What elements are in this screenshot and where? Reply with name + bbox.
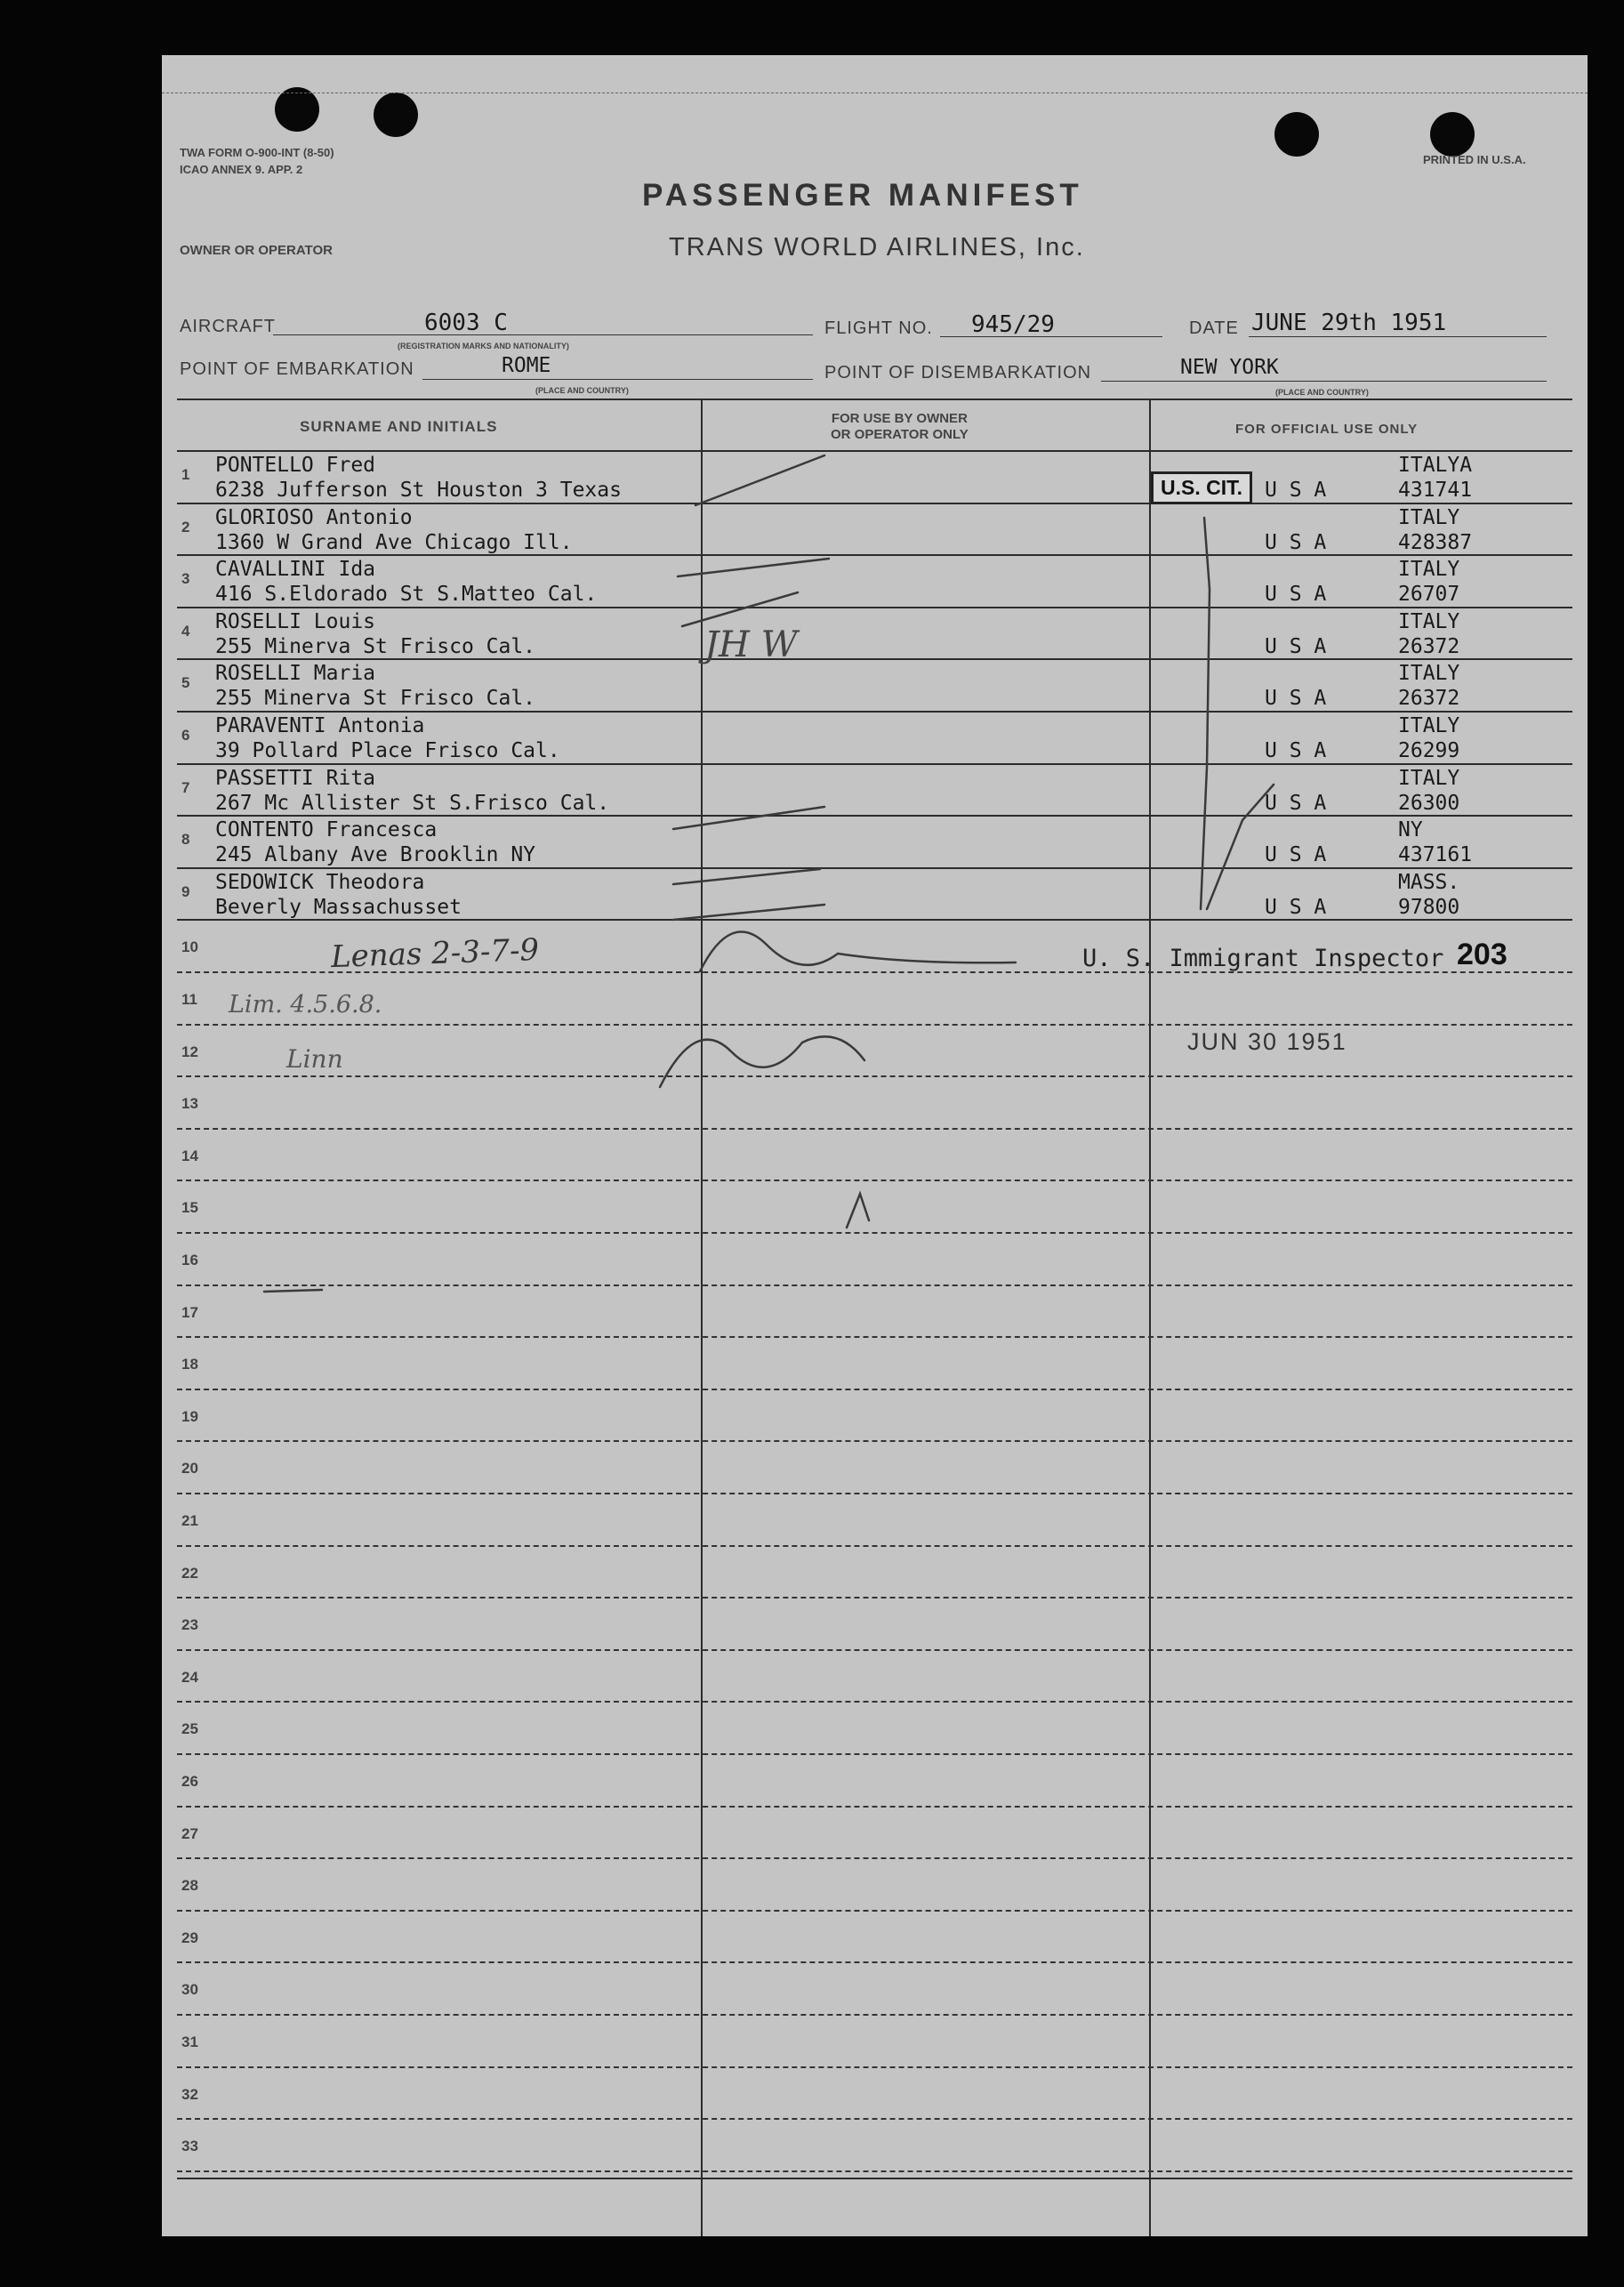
embark-value: ROME bbox=[502, 354, 551, 377]
date-stamp: JUN 30 1951 bbox=[1187, 1028, 1347, 1055]
row-number: 25 bbox=[181, 1720, 198, 1738]
passenger-address: 267 Mc Allister St S.Frisco Cal. bbox=[215, 791, 610, 815]
inspector-number: 203 bbox=[1457, 938, 1507, 971]
row-number: 11 bbox=[181, 991, 197, 1008]
passenger-origin: MASS. bbox=[1398, 870, 1460, 894]
us-cit-stamp: U.S. CIT. bbox=[1151, 471, 1252, 504]
row-number: 19 bbox=[181, 1407, 198, 1425]
handwritten-initials: JH W bbox=[704, 624, 798, 665]
passenger-number: 26300 bbox=[1398, 791, 1460, 815]
row-number: 17 bbox=[181, 1303, 198, 1321]
row-number: 14 bbox=[181, 1147, 198, 1164]
date-label: DATE bbox=[1189, 318, 1239, 338]
passenger-citizenship: U S A bbox=[1265, 739, 1327, 762]
passenger-address: 255 Minerva St Frisco Cal. bbox=[215, 687, 536, 711]
passenger-number: 26299 bbox=[1398, 739, 1460, 762]
immigrant-inspector-stamp: U. S. Immigrant Inspector bbox=[1082, 945, 1444, 972]
passenger-origin: ITALY bbox=[1398, 609, 1460, 633]
passenger-name: PASSETTI Rita bbox=[215, 766, 376, 790]
row-number: 22 bbox=[181, 1564, 198, 1582]
passenger-origin: ITALY bbox=[1398, 714, 1460, 737]
form-annex: ICAO ANNEX 9. APP. 2 bbox=[180, 163, 303, 176]
row-number: 2 bbox=[181, 518, 190, 536]
row-number: 27 bbox=[181, 1824, 198, 1842]
row-number: 1 bbox=[181, 466, 190, 483]
manifest-sheet bbox=[162, 55, 1588, 2236]
row-number: 8 bbox=[181, 831, 190, 849]
row-number: 30 bbox=[181, 1981, 198, 1999]
row-number: 5 bbox=[181, 674, 190, 692]
row-number: 4 bbox=[181, 622, 190, 640]
disembark-value: NEW YORK bbox=[1180, 356, 1279, 379]
passenger-citizenship: U S A bbox=[1265, 895, 1327, 919]
handwritten-line11: Lim. 4.5.6.8. bbox=[229, 991, 382, 1019]
passenger-citizenship: U S A bbox=[1265, 791, 1327, 815]
passenger-name: PARAVENTI Antonia bbox=[215, 714, 425, 737]
row-number: 28 bbox=[181, 1877, 198, 1895]
row-number: 15 bbox=[181, 1199, 198, 1217]
passenger-address: 39 Pollard Place Frisco Cal. bbox=[215, 739, 560, 762]
passenger-origin: ITALYA bbox=[1398, 454, 1473, 477]
pen-strokes bbox=[162, 55, 1588, 2236]
page-title: PASSENGER MANIFEST bbox=[642, 178, 1083, 213]
row-number: 21 bbox=[181, 1512, 198, 1529]
handwritten-line12: Linn bbox=[286, 1044, 343, 1074]
embark-sub: (PLACE AND COUNTRY) bbox=[535, 386, 629, 395]
passenger-address: 245 Albany Ave Brooklin NY bbox=[215, 843, 536, 867]
passenger-name: PONTELLO Fred bbox=[215, 454, 376, 477]
passenger-number: 26372 bbox=[1398, 634, 1460, 658]
row-number: 29 bbox=[181, 1929, 198, 1946]
airline-name: TRANS WORLD AIRLINES, Inc. bbox=[669, 233, 1085, 262]
passenger-origin: ITALY bbox=[1398, 505, 1460, 529]
passenger-number: 26707 bbox=[1398, 583, 1460, 607]
passenger-number: 431741 bbox=[1398, 479, 1473, 502]
row-number: 23 bbox=[181, 1616, 198, 1634]
col-header-official: FOR OFFICIAL USE ONLY bbox=[1235, 422, 1419, 437]
passenger-citizenship: U S A bbox=[1265, 583, 1327, 607]
date-value: JUNE 29th 1951 bbox=[1251, 310, 1447, 336]
row-number: 16 bbox=[181, 1252, 198, 1268]
col-header-surname: SURNAME AND INITIALS bbox=[300, 418, 498, 435]
passenger-origin: ITALY bbox=[1398, 766, 1460, 790]
disembark-label: POINT OF DISEMBARKATION bbox=[824, 363, 1092, 383]
passenger-origin: NY bbox=[1398, 818, 1423, 842]
passenger-origin: ITALY bbox=[1398, 558, 1460, 582]
aircraft-value: 6003 C bbox=[424, 310, 508, 336]
passenger-name: ROSELLI Maria bbox=[215, 662, 376, 686]
row-number: 3 bbox=[181, 570, 190, 588]
row-number: 20 bbox=[181, 1460, 198, 1478]
col-header-owner: FOR USE BY OWNER OR OPERATOR ONLY bbox=[831, 411, 969, 442]
row-number: 33 bbox=[181, 2138, 198, 2155]
aircraft-sub: (REGISTRATION MARKS AND NATIONALITY) bbox=[398, 342, 569, 350]
passenger-name: GLORIOSO Antonio bbox=[215, 505, 413, 529]
passenger-address: 416 S.Eldorado St S.Matteo Cal. bbox=[215, 583, 598, 607]
passenger-number: 26372 bbox=[1398, 687, 1460, 711]
passenger-address: Beverly Massachusset bbox=[215, 895, 462, 919]
passenger-address: 255 Minerva St Frisco Cal. bbox=[215, 634, 536, 658]
aircraft-label: AIRCRAFT bbox=[180, 317, 276, 336]
passenger-number: 437161 bbox=[1398, 843, 1473, 867]
passenger-citizenship: U S A bbox=[1265, 530, 1327, 554]
row-number: 9 bbox=[181, 882, 190, 900]
passenger-number: 97800 bbox=[1398, 895, 1460, 919]
passenger-name: CAVALLINI Ida bbox=[215, 558, 376, 582]
row-number: 12 bbox=[181, 1043, 198, 1060]
flight-label: FLIGHT NO. bbox=[824, 318, 933, 338]
passenger-citizenship: U S A bbox=[1265, 634, 1327, 658]
handwritten-line10: Lenas 2-3-7-9 bbox=[330, 931, 540, 976]
flight-value: 945/29 bbox=[971, 311, 1055, 338]
passenger-citizenship: U S A bbox=[1265, 687, 1327, 711]
passenger-citizenship: U S A bbox=[1265, 843, 1327, 867]
row-number: 7 bbox=[181, 778, 190, 796]
passenger-origin: ITALY bbox=[1398, 662, 1460, 686]
passenger-address: 6238 Jufferson St Houston 3 Texas bbox=[215, 479, 622, 502]
owner-label: OWNER OR OPERATOR bbox=[180, 243, 333, 258]
embark-label: POINT OF EMBARKATION bbox=[180, 359, 414, 379]
row-number: 31 bbox=[181, 2033, 198, 2050]
disembark-sub: (PLACE AND COUNTRY) bbox=[1275, 388, 1369, 397]
form-id: TWA FORM O-900-INT (8-50) bbox=[180, 146, 334, 159]
row-number: 10 bbox=[181, 938, 198, 956]
passenger-address: 1360 W Grand Ave Chicago Ill. bbox=[215, 530, 573, 554]
passenger-name: ROSELLI Louis bbox=[215, 609, 376, 633]
row-number: 24 bbox=[181, 1668, 198, 1686]
row-number: 18 bbox=[181, 1356, 198, 1373]
passenger-name: SEDOWICK Theodora bbox=[215, 870, 425, 894]
passenger-citizenship: U S A bbox=[1265, 479, 1327, 502]
row-number: 6 bbox=[181, 727, 190, 744]
passenger-name: CONTENTO Francesca bbox=[215, 818, 438, 842]
row-number: 32 bbox=[181, 2085, 198, 2103]
passenger-number: 428387 bbox=[1398, 530, 1473, 554]
printed-in: PRINTED IN U.S.A. bbox=[1423, 153, 1526, 166]
row-number: 26 bbox=[181, 1773, 198, 1790]
row-number: 13 bbox=[181, 1095, 198, 1113]
